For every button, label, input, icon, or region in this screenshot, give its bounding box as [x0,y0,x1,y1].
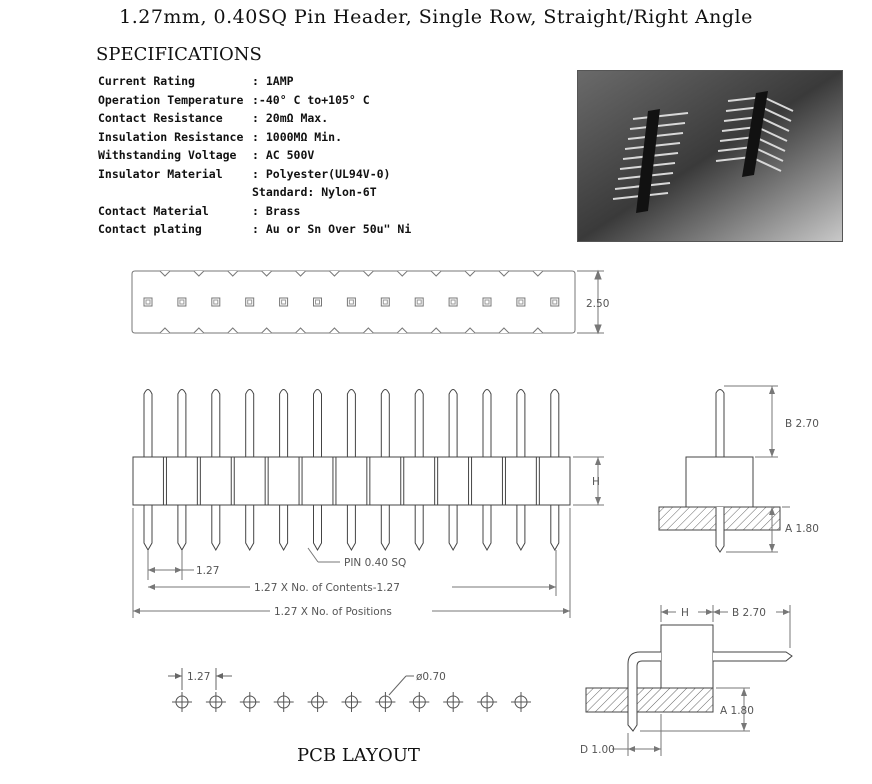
pin-bottom [483,505,491,550]
pitch-label: 1.27 [196,565,220,577]
spec-value: : 1AMP [252,74,294,88]
front-view-h-label: H [592,476,600,488]
bottom-notch [329,328,339,333]
right-angle-d-label: D 1.00 [580,744,615,756]
side-view-straight [659,386,790,552]
top-notch [533,271,543,276]
pin-square [144,298,152,306]
top-notch [296,271,306,276]
pin-square [246,298,254,306]
pin-top [144,390,152,458]
spec-value: : Brass [252,203,301,218]
pin-top [381,390,389,458]
front-view [133,390,604,551]
pin-square [381,298,389,306]
bottom-notch [533,328,543,333]
pin-top [347,390,355,458]
bottom-notch [397,328,407,333]
pin-bottom [212,505,220,550]
pin-square [551,298,559,306]
top-notch [499,271,509,276]
spec-label: Operation Temperature [98,92,244,107]
pin-square [415,298,423,306]
pin-bottom [347,505,355,550]
page-title: 1.27mm, 0.40SQ Pin Header, Single Row, Straight/Right Angle [119,6,753,28]
spec-value: : Polyester(UL94V-0) [252,166,391,181]
top-notch [465,271,475,276]
pin-square-inner [451,300,455,304]
pin-bottom [178,505,186,550]
pin-square [280,298,288,306]
pin-square [517,298,525,306]
spec-label: Insulation Resistance [98,129,244,144]
top-view-height-label: 2.50 [586,298,610,310]
pin-square-inner [214,300,218,304]
pin-bottom [314,505,322,550]
pin-square-inner [553,300,557,304]
bottom-notch [363,328,373,333]
pin-size-label: PIN 0.40 SQ [344,557,407,569]
pin-top [178,390,186,458]
pin-top [449,390,457,458]
pin-square [347,298,355,306]
pin-top [483,390,491,458]
spec-value: : 1000MΩ Min. [252,129,343,144]
spec-label: Contact Material [98,203,209,218]
pin-bottom [381,505,389,550]
bottom-notch [499,328,509,333]
pin-top [551,390,559,458]
spec-value: Standard: Nylon-6T [252,185,377,199]
top-notch [160,271,170,276]
bottom-notch [296,328,306,333]
pin-leader [308,548,340,562]
bottom-notch [465,328,475,333]
top-notch [363,271,373,276]
top-view-pin-squares [144,298,559,306]
spec-label: Current Rating [98,74,195,88]
spec-value: : Au or Sn Over 50u" Ni [252,222,412,236]
pin-bottom [280,505,288,550]
pcb-hole-label: ø0.70 [416,671,446,683]
top-notch [329,271,339,276]
pin-top [280,390,288,458]
top-notch [397,271,407,276]
pin-bottom [551,505,559,550]
right-angle-h-label: H [681,607,689,619]
pin-top [212,390,220,458]
top-view [132,271,604,333]
pin-square-inner [485,300,489,304]
pin-square [449,298,457,306]
front-view-insulator [133,457,570,505]
positions-label: 1.27 X No. of Positions [274,606,392,618]
pin-square-inner [349,300,353,304]
pin-bottom [517,505,525,550]
top-notch [262,271,272,276]
pcb-pitch-label: 1.27 [187,671,211,683]
pin-bottom [144,505,152,550]
bottom-notch [431,328,441,333]
straight-a-label: A 1.80 [785,523,819,535]
pin-square-inner [146,300,150,304]
specifications-heading: SPECIFICATIONS [96,44,262,65]
pin-square-inner [316,300,320,304]
spec-value: : 20mΩ Max. [252,111,329,125]
spec-label: Contact plating [98,222,202,236]
top-notch [194,271,204,276]
bottom-notch [160,328,170,333]
right-angle-a-label: A 1.80 [720,705,754,717]
pcb-holes [172,692,531,712]
bottom-notch [228,328,238,333]
pin-bottom [415,505,423,550]
right-angle-b-label: B 2.70 [732,607,766,619]
spec-value: : AC 500V [252,148,315,162]
pin-square [314,298,322,306]
pin-square-inner [282,300,286,304]
bottom-notch [262,328,272,333]
pin-top [517,390,525,458]
bottom-notch [194,328,204,333]
pin-bottom [449,505,457,550]
pitch-dimension [148,550,194,580]
pcb-layout-title: PCB LAYOUT [297,745,420,766]
pin-top [415,390,423,458]
spec-label: Contact Resistance [98,111,223,125]
pcb-layout [168,668,531,712]
side-view-right-angle [586,605,792,756]
pin-bottom [246,505,254,550]
pin-square-inner [417,300,421,304]
pin-square [212,298,220,306]
pin-square [483,298,491,306]
spec-label: Insulator Material [98,166,223,181]
pin-square-inner [519,300,523,304]
top-notch [228,271,238,276]
pin-top [314,390,322,458]
pin-square-inner [248,300,252,304]
contents-label: 1.27 X No. of Contents-1.27 [254,582,400,594]
pin-square-inner [383,300,387,304]
straight-b-label: B 2.70 [785,418,819,430]
pin-square-inner [180,300,184,304]
spec-value: :-40° C to+105° C [252,92,370,107]
spec-label: Withstanding Voltage [98,148,237,162]
pin-square [178,298,186,306]
top-notch [431,271,441,276]
pin-top [246,390,254,458]
